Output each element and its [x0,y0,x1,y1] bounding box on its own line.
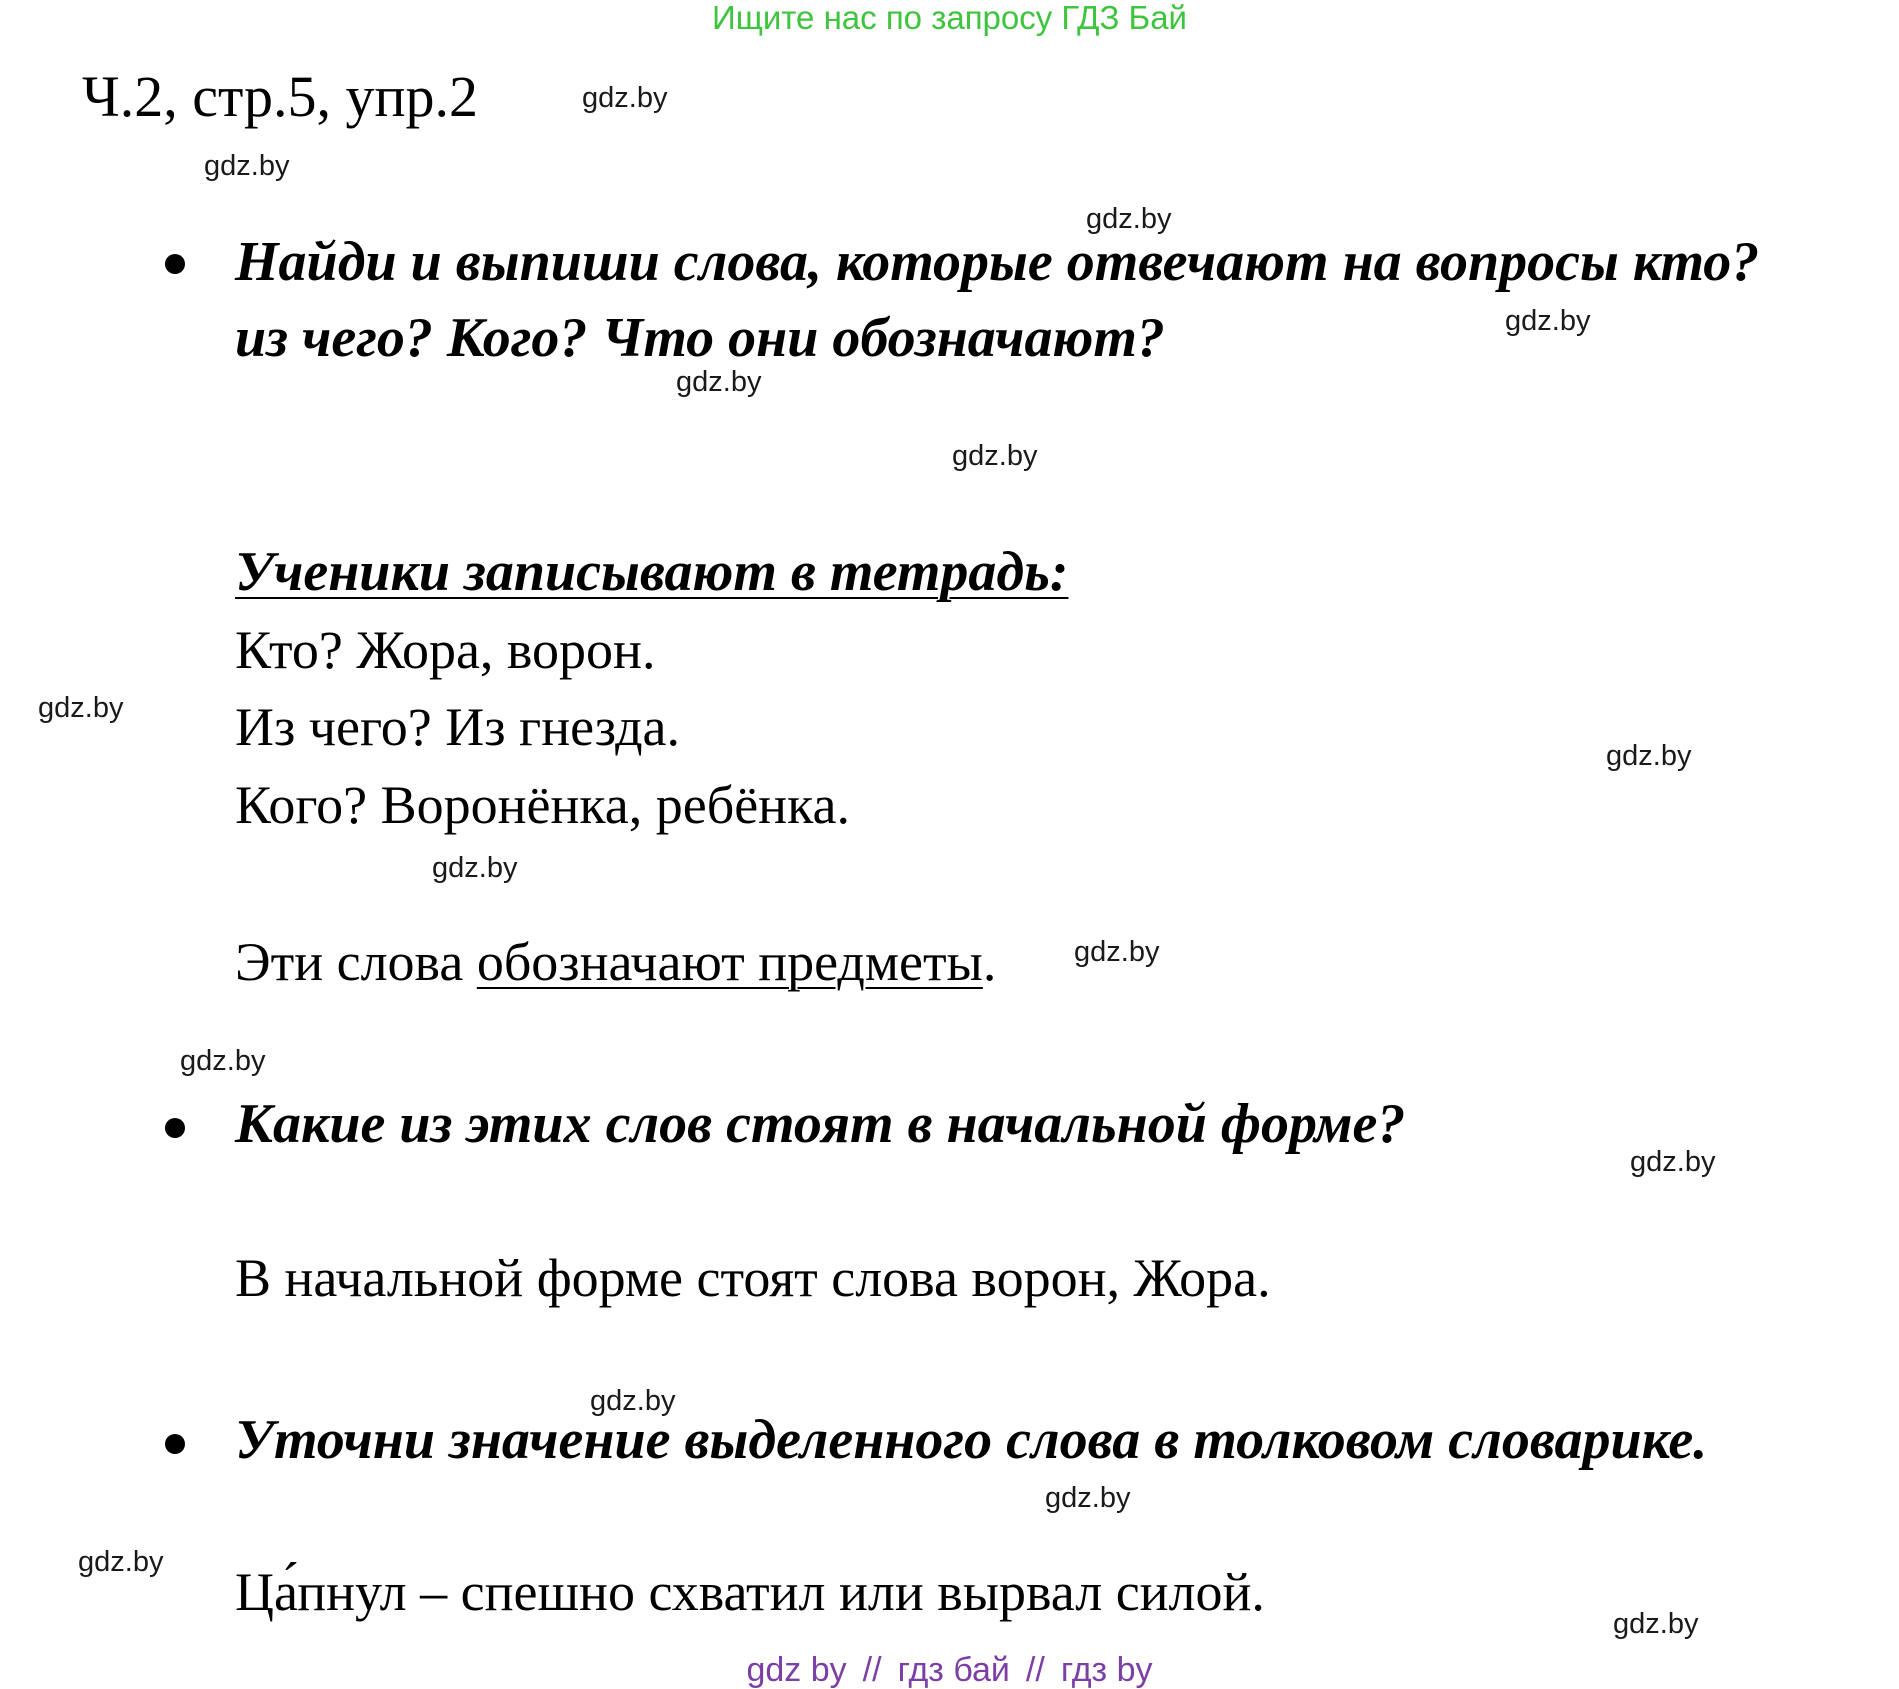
meaning-underlined: обозначают предметы [476,932,983,992]
watermark: gdz.by [1086,203,1172,235]
bullet-icon [165,1118,185,1138]
footer-link-gdz-by[interactable]: gdz by [746,1651,847,1689]
watermark: gdz.by [676,366,762,398]
notebook-title: Ученики записывают в тетрадь: [235,541,1069,603]
answer-line-who: Кто? Жора, ворон. [235,620,656,680]
watermark: gdz.by [1613,1608,1699,1640]
bullet-icon [165,1434,185,1454]
meaning-suffix: . [982,932,997,992]
watermark: gdz.by [180,1045,266,1077]
answer-line-whom: Кого? Воронёнка, ребёнка. [235,775,850,835]
watermark: gdz.by [432,852,518,884]
footer-link-gdz-bai[interactable]: гдз бай [897,1651,1010,1689]
footer-links [0,1652,1899,1688]
footer-separator: // [1025,1651,1045,1689]
answer-initial-form: В начальной форме стоят слова ворон, Жора. [235,1248,1271,1308]
footer-separator: // [862,1651,882,1689]
watermark: gdz.by [1045,1482,1131,1514]
answer-definition: Ца́пнул – спешно схватил или вырвал силой. [235,1562,1265,1622]
top-banner: Ищите нас по запросу ГДЗ Бай [712,0,1187,36]
answer-meaning [235,930,996,994]
exercise-heading: Ч.2, стр.5, упр.2 [82,64,479,129]
watermark: gdz.by [78,1546,164,1578]
watermark: gdz.by [582,82,668,114]
watermark: gdz.by [590,1385,676,1417]
bullet-icon [165,254,185,274]
watermark: gdz.by [1074,936,1160,968]
watermark: gdz.by [1630,1146,1716,1178]
watermark: gdz.by [1606,740,1692,772]
task-2-line-1: Какие из этих слов стоят в начальной форме? [235,1093,1406,1155]
answer-line-from-what: Из чего? Из гнезда. [235,697,681,757]
task-1-line-1: Найди и выпиши слова, которые отвечают на вопросы кто? [235,231,1760,293]
meaning-prefix: Эти слова [235,932,477,992]
footer-link-gdz-by-cyr[interactable]: гдз by [1060,1651,1153,1689]
task-3-line-1: Уточни значение выделенного слова в толковом словарике. [235,1409,1708,1471]
task-1-line-2: из чего? Кого? Что они обозначают? [235,307,1165,369]
watermark: gdz.by [952,440,1038,472]
watermark: gdz.by [1505,305,1591,337]
watermark: gdz.by [38,692,124,724]
watermark: gdz.by [204,150,290,182]
